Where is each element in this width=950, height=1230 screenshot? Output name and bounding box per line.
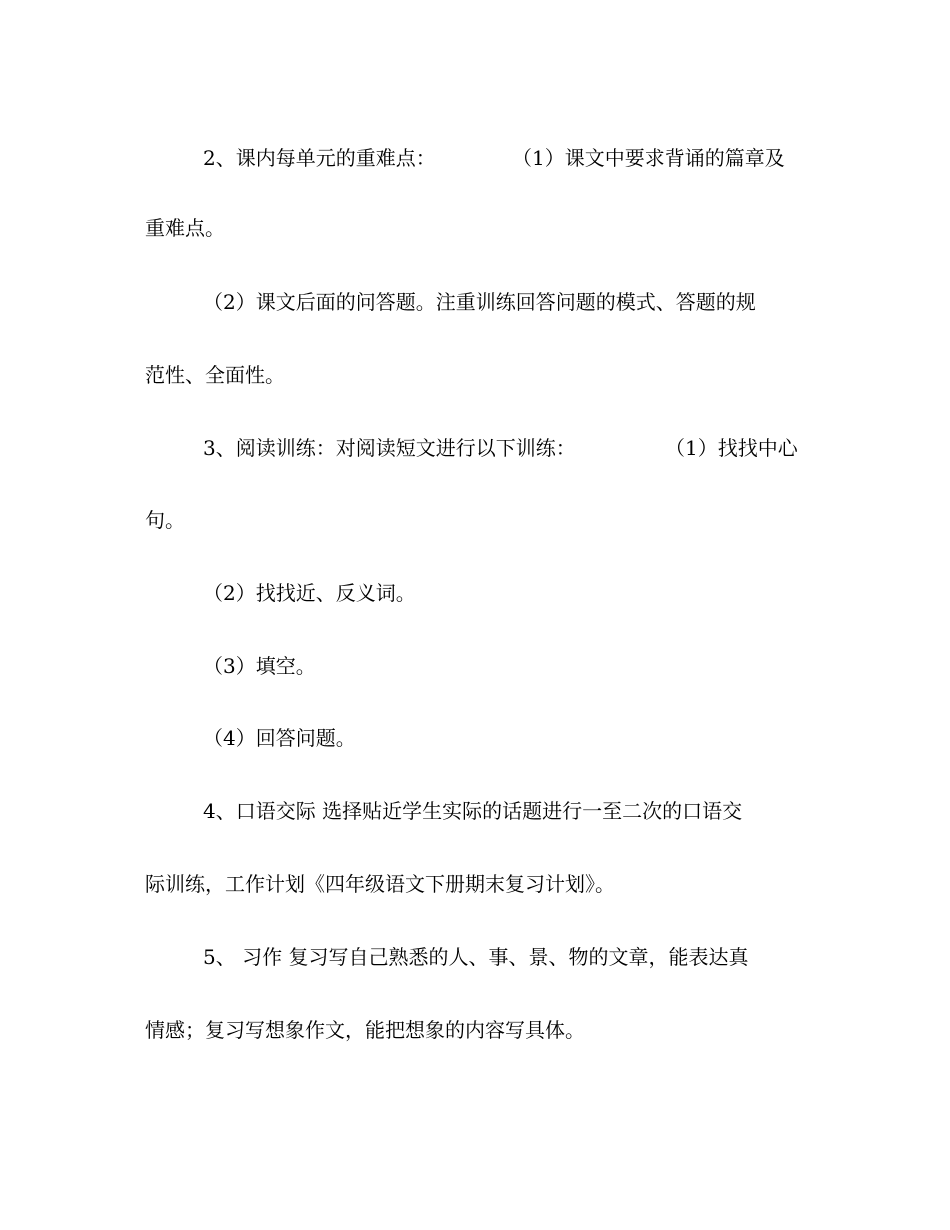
item-2-sub-1-text: （1）课文中要求背诵的篇章及 (512, 146, 785, 170)
item-2-sub-2-text: （2）课文后面的问答题。注重训练回答问题的模式、答题的规 (203, 290, 756, 314)
item-5-text: 5、 习作 复习写自己熟悉的人、事、景、物的文章，能表达真 (203, 945, 749, 969)
item-3-sub-1-continuation: 句。 (145, 508, 185, 532)
item-3-sub-2-text: （2）找找近、反义词。 (203, 581, 416, 605)
item-4-text: 4、口语交际 选择贴近学生实际的话题进行一至二次的口语交 (203, 799, 743, 823)
item-3-sub-4-text: （4）回答问题。 (203, 726, 356, 750)
item-4-continuation: 际训练，工作计划《四年级语文下册期末复习计划》。 (145, 872, 615, 896)
item-3-sub-1-text: （1）找找中心 (665, 436, 798, 460)
item-2-sub-1-continuation: 重难点。 (145, 216, 225, 240)
item-3-sub-3-text: （3）填空。 (203, 654, 316, 678)
item-5-continuation: 情感；复习写想象作文，能把想象的内容写具体。 (145, 1018, 585, 1042)
item-2-heading: 2、课内每单元的重难点： (203, 146, 436, 170)
item-2-sub-2-continuation: 范性、全面性。 (145, 363, 285, 387)
item-3-heading: 3、阅读训练：对阅读短文进行以下训练： (203, 436, 576, 460)
